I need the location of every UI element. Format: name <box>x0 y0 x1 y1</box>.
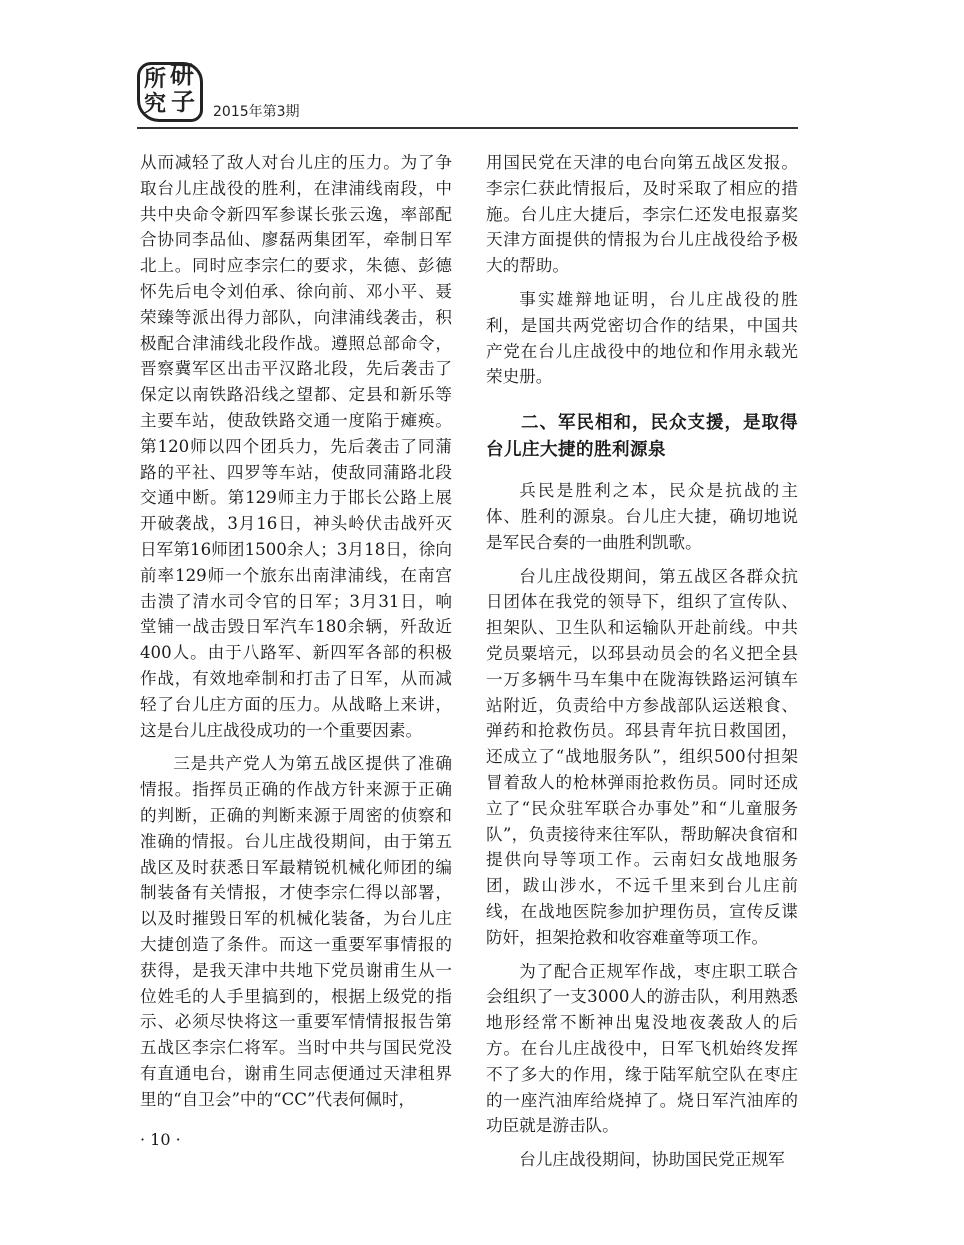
paragraph: 为了配合正规军作战，枣庄职工联合会组织了一支3000人的游击队，利用熟悉地形经常不断神出鬼没地夜袭敌人的后方。在台儿庄战役中，日军飞机始终发挥不了多大的作用，缘于陆军航空队在枣庄的一座汽油库给烧掉了。烧日军汽油库的功臣就是游击队。 <box>486 961 798 1136</box>
paragraph: 用国民党在天津的电台向第五战区发报。李宗仁获此情报后，及时采取了相应的措施。台儿庄大捷后，李宗仁还发电报嘉奖天津方面提供的情报为台儿庄战役给予极大的帮助。 <box>486 153 798 276</box>
page-number: · 10 · <box>140 1130 181 1149</box>
paragraph: 从而减轻了敌人对台儿庄的压力。为了争取台儿庄战役的胜利，在津浦线南段，中共中央命令新四军参谋长张云逸，率部配合协同李品仙、廖磊两集团军，牵制日军北上。同时应李宗仁的要求，朱德、彭德怀先后电令刘伯承、徐向前、邓小平、聂荣臻等派出得力部队，向津浦线袭击，积极配合津浦线北段作战。遵照总部命令，晋察冀军区出击平汉路北段，先后袭击了保定以南铁路沿线之望都、定县和新乐等主要车站，使敌铁路交通一度陷于瘫痪。第120师以四个团兵力，先后袭击了同蒲路的平社、四罗等车站，使敌同蒲路北段交通中断。第129师主力于邯长公路上展开破袭战，3月16日，神头岭伏击战歼灭日军第16师团1500余人；3月18日，徐向前率129师一个旅东出南津浦线，在南宫击溃了清水司令官的日军；3月31日，响堂铺一战击毁日军汽车180余辆，歼敌近400人。由于八路军、新四军各部的积极作战，有效地牵制和打击了日军，从而减轻了台儿庄方面的压力。从战略上来讲，这是台儿庄战役成功的一个重要因素。 <box>140 153 452 740</box>
paragraph: 台儿庄战役期间，第五战区各群众抗日团体在我党的领导下，组织了宣传队、担架队、卫生队和运输队开赴前线。中共党员粟培元，以邳县动员会的名义把全县一万多辆牛马车集中在陇海铁路运河镇车站附近，负责给中方参战部队运送粮食、弹药和抢救伤员。邳县青年抗日救国团，还成立了“战地服务队”，组织500付担架冒着敌人的枪林弹雨抢救伤员。同时还成立了“民众驻军联合办事处”和“儿童服务队”，负责接待来往军队，帮助解决食宿和提供向导等项工作。云南妇女战地服务团，跋山涉水，不远千里来到台儿庄前线，在战地医院参加护理伤员，宣传反谍防奸，担架抢救和收容难童等项工作。 <box>486 566 798 947</box>
section-heading: 二、军民相和，民众支援，是取得台儿庄大捷的胜利源泉 <box>486 413 798 461</box>
paragraph: 三是共产党人为第五战区提供了准确情报。指挥员正确的作战方针来源于正确的判断，正确的判断来源于周密的侦察和准确的情报。台儿庄战役期间，由于第五战区及时获悉日军最精锐机械化师团的编制装备有关情报，才使李宗仁得以部署，以及时摧毁日军的机械化装备，为台儿庄大捷创造了条件。而这一重要军事情报的获得，是我天津中共地下党员谢甫生从一位姓毛的人手里搞到的，根据上级党的指示、必须尽快将这一重要军情情报报告第五战区李宗仁将军。当时中共与国民党没有直通电台，谢甫生同志便通过天津租界里的“自卫会”中的“CC”代表何佩时， <box>140 754 452 1109</box>
right-column <box>486 150 798 1181</box>
logo-char-4: 子 <box>171 87 195 116</box>
paragraph: 台儿庄战役期间，协助国民党正规军 <box>519 1150 785 1170</box>
logo-char-2: 研 <box>170 60 194 89</box>
paragraph: 兵民是胜利之本，民众是抗战的主体、胜利的源泉。台儿庄大捷，确切地说是军民合奏的一曲胜利凯歌。 <box>486 481 798 552</box>
logo-char-3: 究 <box>144 91 167 117</box>
header-rule <box>137 127 798 129</box>
left-column <box>140 150 452 1120</box>
paragraph: 事实雄辩地证明，台儿庄战役的胜利，是国共两党密切合作的结果，中国共产党在台儿庄战役中的地位和作用永载光荣史册。 <box>486 289 798 387</box>
issue-label: 2015年第3期 <box>213 104 300 120</box>
logo-char-1: 所 <box>144 66 167 92</box>
journal-logo <box>137 62 203 122</box>
